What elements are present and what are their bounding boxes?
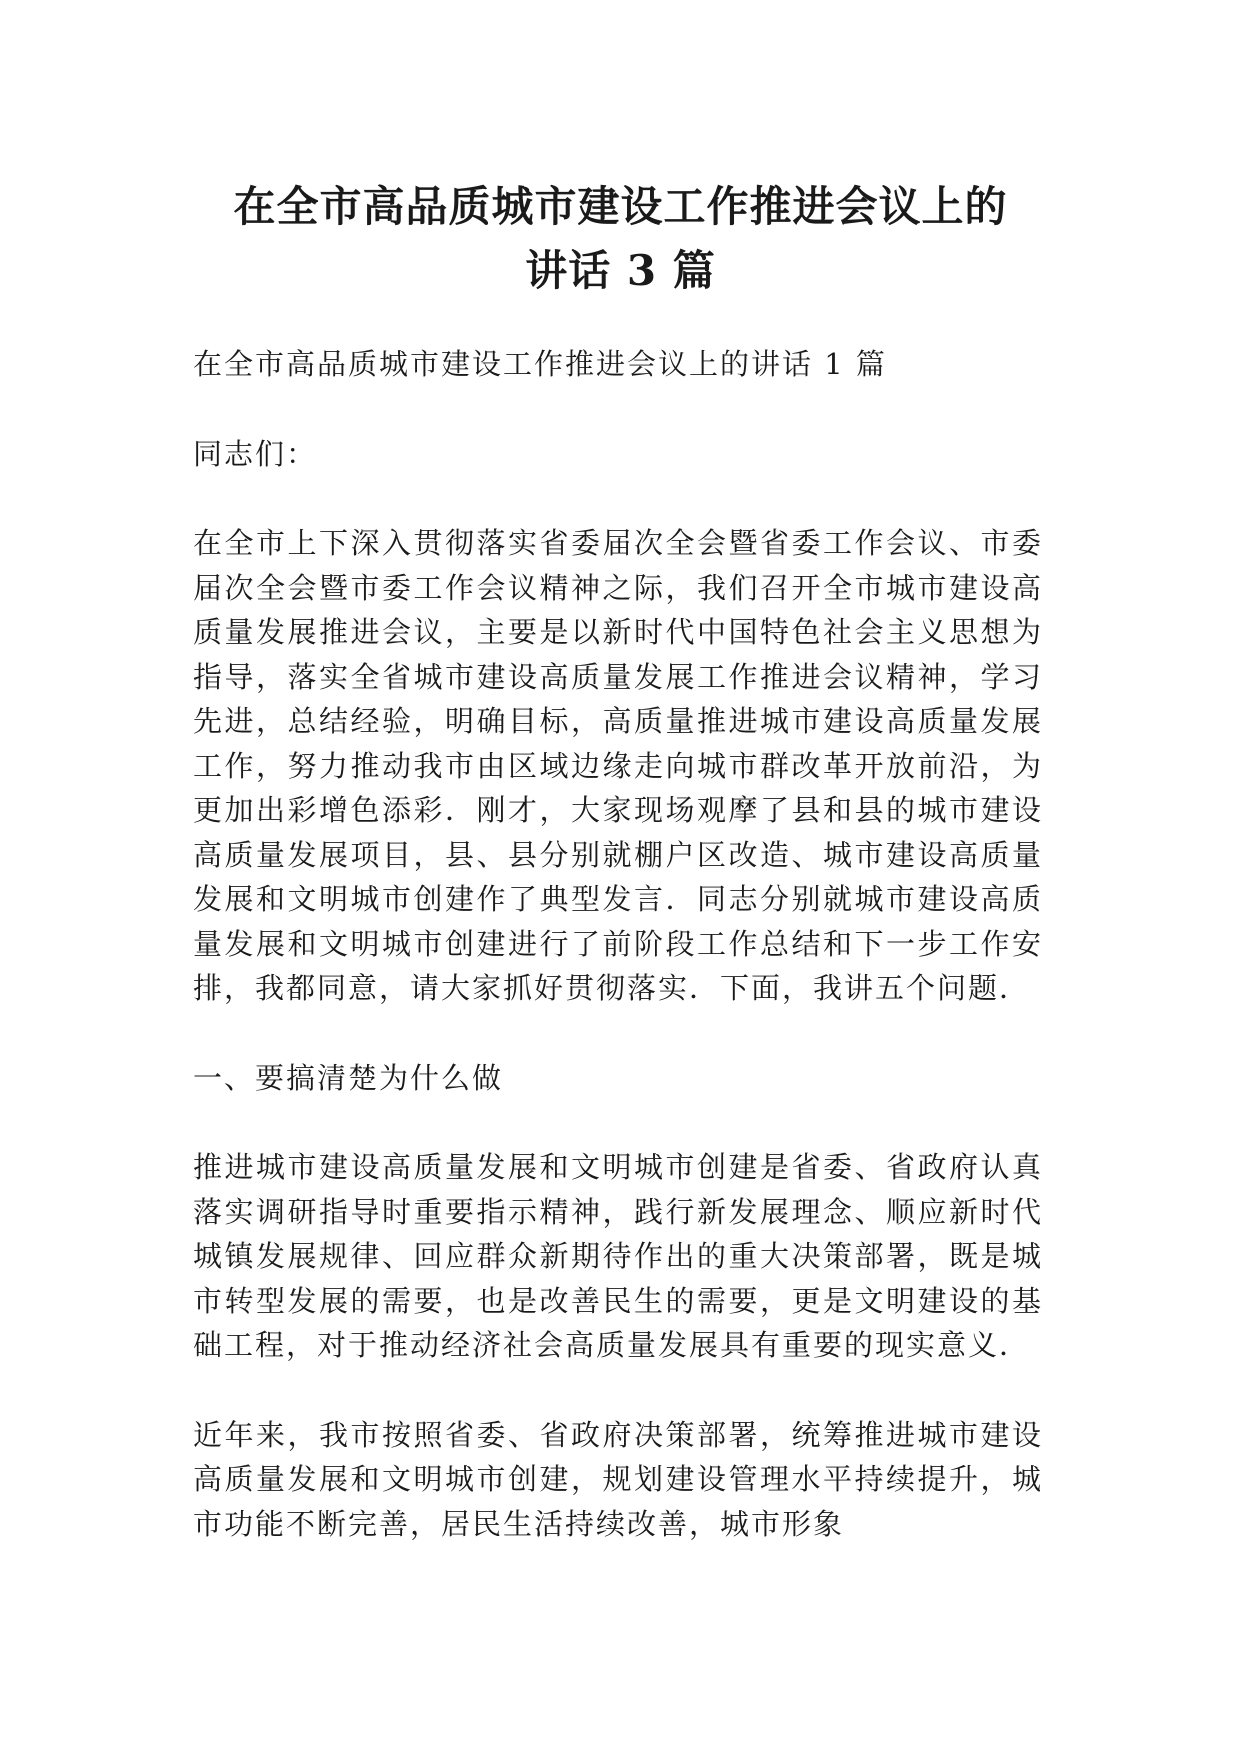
paragraph-recent-years: 近年来，我市按照省委、省政府决策部署，统筹推进城市建设高质量发展和文明城市创建，规划建设管理水平持续提升，城市功能不断完善，居民生活持续改善，城市形象 xyxy=(193,1417,1043,1541)
paragraph-significance: 推进城市建设高质量发展和文明城市创建是省委、省政府认真落实调研指导时重要指示精神，践行新发展理念、顺应新时代城镇发展规律、回应群众新期待作出的重大决策部署，既是城市转型发展的需要，也是改善民生的需要，更是文明建设的基础工程，对于推动经济社会高质量发展具有重要的现实意义． xyxy=(193,1150,1043,1362)
salutation: 同志们： xyxy=(193,436,318,471)
document-title-line-1: 在全市高品质城市建设工作推进会议上的 xyxy=(233,182,1008,231)
paragraph-intro: 在全市上下深入贯彻落实省委届次全会暨省委工作会议、市委届次全会暨市委工作会议精神之际，我们召开全市城市建设高质量发展推进会议，主要是以新时代中国特色社会主义思想为指导，落实全省城市建设高质量发展工作推进会议精神，学习先进，总结经验，明确目标，高质量推进城市建设高质量发展工作，努力推动我市由区域边缘走向城市群改革开放前沿，为更加出彩增色添彩．刚才，大家现场观摩了县和县的城市建设高质量发展项目，县、县分别就棚户区改造、城市建设高质量发展和文明城市创建作了典型发言．同志分别就城市建设高质量发展和文明城市创建进行了前阶段工作总结和下一步工作安排，我都同意，请大家抓好贯彻落实．下面，我讲五个问题． xyxy=(193,526,1043,1005)
speech-subtitle: 在全市高品质城市建设工作推进会议上的讲话 1 篇 xyxy=(193,347,887,381)
document-title xyxy=(150,175,1091,303)
document-title-line-2: 讲话 3 篇 xyxy=(525,246,716,295)
section-heading-1: 一、要搞清楚为什么做 xyxy=(193,1060,504,1095)
document-body xyxy=(193,342,1043,1546)
